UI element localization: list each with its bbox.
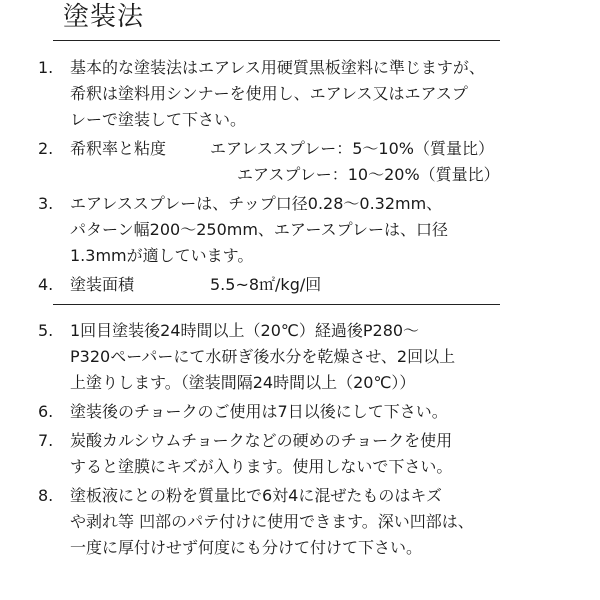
item-number: 8. xyxy=(38,486,54,505)
item-value: エアレススプレー：5〜10%（質量比） xyxy=(210,139,494,158)
list-item-7 xyxy=(38,428,538,480)
item-line: 基本的な塗装法はエアレス用硬質黒板塗料に準じますが、 xyxy=(70,58,485,77)
item-line: 1回目塗装後24時間以上（20℃）経過後P280〜 xyxy=(70,321,420,340)
item-number: 1. xyxy=(38,58,54,77)
item-number: 5. xyxy=(38,321,54,340)
item-line xyxy=(38,272,538,298)
item-line: 希釈は塗料用シンナーを使用し、エアレス又はエアスプ xyxy=(70,84,468,103)
list-item-4 xyxy=(38,272,538,298)
item-number: 7. xyxy=(38,431,54,450)
item-line: 上塗りします。（塗装間隔24時間以上（20℃）） xyxy=(70,373,416,392)
top-divider xyxy=(53,40,500,41)
item-number: 6. xyxy=(38,402,54,421)
list-item-3 xyxy=(38,191,538,269)
item-value: エアスプレー：10〜20%（質量比） xyxy=(237,165,500,184)
item-line: エアレススプレーは、チップ口径0.28〜0.32mm、 xyxy=(70,194,443,213)
item-line: 塗板液にとの粉を質量比で6対4に混ぜたものはキズ xyxy=(70,486,443,505)
section-title: 塗装法 xyxy=(63,2,145,32)
item-line: 一度に厚付けせず何度にも分けて付けて下さい。 xyxy=(70,538,423,557)
item-line xyxy=(38,136,538,162)
list-item-8 xyxy=(38,483,538,561)
item-number: 4. xyxy=(38,275,54,294)
item-label: 希釈率と粘度 xyxy=(70,139,167,158)
instruction-list-bottom xyxy=(38,318,538,561)
list-item-1 xyxy=(38,55,538,133)
item-line: すると塗膜にキズが入ります。使用しないで下さい。 xyxy=(70,457,453,476)
item-line: や剥れ等 凹部のパテ付けに使用できます。深い凹部は、 xyxy=(70,512,474,531)
item-line: 1.3mmが適しています。 xyxy=(70,246,254,265)
list-item-5 xyxy=(38,318,538,396)
item-line: P320ペーパーにて水研ぎ後水分を乾燥させ、2回以上 xyxy=(70,347,456,366)
item-number: 3. xyxy=(38,194,54,213)
instruction-list-top xyxy=(38,55,538,298)
list-item-6 xyxy=(38,399,538,425)
list-item-2 xyxy=(38,136,538,188)
item-value: 5.5~8㎡/kg/回 xyxy=(210,275,322,294)
item-line: レーで塗装して下さい。 xyxy=(70,110,247,129)
middle-divider xyxy=(53,304,500,305)
item-line: 塗装後のチョークのご使用は7日以後にして下さい。 xyxy=(70,402,448,421)
item-number: 2. xyxy=(38,139,54,158)
item-line: パターン幅200〜250mm、エアースプレーは、口径 xyxy=(70,220,449,239)
item-line: 炭酸カルシウムチョークなどの硬めのチョークを使用 xyxy=(70,431,453,450)
item-label: 塗装面積 xyxy=(70,275,135,294)
